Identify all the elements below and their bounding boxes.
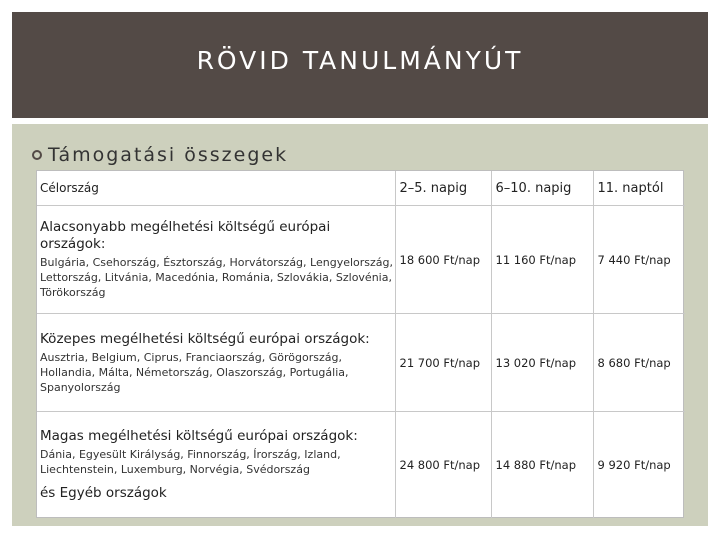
bullet-icon [32, 150, 42, 160]
country-group-title: Alacsonyabb megélhetési költségű európai országok: [40, 219, 331, 252]
country-list: Bulgária, Csehország, Észtország, Horvátország, Lengyelország, Lettország, Litvánia, Macedónia, Románia, Szlovákia, Szlovénia, Törökország [40, 256, 394, 299]
other-countries-note: és Egyéb országok [40, 484, 167, 501]
bullet-text: Támogatási összegek [48, 144, 289, 166]
bullet-row [32, 142, 288, 168]
rate-days-6-10: 11 160 Ft/nap [491, 206, 593, 314]
header-days-6-10: 6–10. napig [491, 171, 593, 206]
grant-table-grid [37, 171, 685, 518]
rate-days-11-plus: 8 680 Ft/nap [593, 314, 685, 412]
grant-table [36, 170, 684, 518]
rate-days-11-plus: 9 920 Ft/nap [593, 412, 685, 518]
rate-days-6-10: 13 020 Ft/nap [491, 314, 593, 412]
table-row [37, 412, 685, 518]
country-list: Ausztria, Belgium, Ciprus, Franciaország, Görögország, Hollandia, Málta, Németország, Olaszország, Portugália, Spanyolország [40, 350, 349, 394]
rate-days-2-5: 21 700 Ft/nap [395, 314, 491, 412]
rate-days-11-plus: 7 440 Ft/nap [593, 206, 685, 314]
table-header-row [37, 171, 685, 206]
destination-cell [37, 206, 395, 314]
title-bar [12, 12, 708, 118]
country-group-title: Közepes megélhetési költségű európai országok: [40, 330, 370, 347]
destination-cell [37, 412, 395, 518]
table-row [37, 314, 685, 412]
rate-days-6-10: 14 880 Ft/nap [491, 412, 593, 518]
header-days-11-plus: 11. naptól [593, 171, 685, 206]
header-days-2-5: 2–5. napig [395, 171, 491, 206]
rate-days-2-5: 24 800 Ft/nap [395, 412, 491, 518]
rate-days-2-5: 18 600 Ft/nap [395, 206, 491, 314]
slide-title: RÖVID TANULMÁNYÚT [196, 46, 524, 75]
destination-cell [37, 314, 395, 412]
country-list: Dánia, Egyesült Királyság, Finnország, Írország, Izland, Liechtenstein, Luxemburg, Norvégia, Svédország [40, 447, 341, 476]
country-group-title: Magas megélhetési költségű európai országok: [40, 427, 358, 444]
table-row [37, 206, 685, 314]
header-destination: Célország [37, 171, 395, 206]
